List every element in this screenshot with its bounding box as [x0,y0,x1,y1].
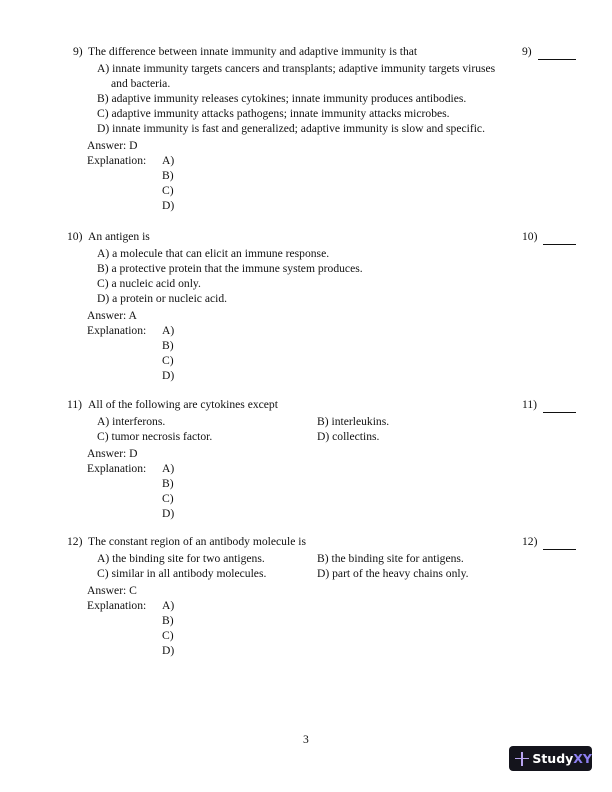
answer-blank[interactable] [538,59,576,60]
explanation-label: Explanation: [87,462,147,475]
page-number: 3 [303,733,309,746]
explanation-letter: B) [162,169,174,182]
explanation-label: Explanation: [87,324,147,337]
explanation-letter: C) [162,184,174,197]
answer-option: B) the binding site for antigens. [317,552,464,565]
answer-key: Answer: C [87,584,137,597]
explanation-letter: A) [162,324,175,337]
studyxy-logo[interactable] [509,746,592,771]
explanation-letter: D) [162,507,175,520]
answer-option: A) a molecule that can elicit an immune response. [97,247,330,260]
explanation-letter: C) [162,354,174,367]
answer-key: Answer: D [87,139,138,152]
answer-option: D) collectins. [317,430,380,443]
answer-slot-number: 10) [522,230,538,243]
answer-option: C) adaptive immunity attacks pathogens; innate immunity attacks microbes. [97,107,450,120]
explanation-label: Explanation: [87,154,147,167]
question-stem: An antigen is [88,230,150,243]
answer-option: B) adaptive immunity releases cytokines; innate immunity produces antibodies. [97,92,467,105]
explanation-letter: D) [162,644,175,657]
explanation-letter: C) [162,492,174,505]
answer-option: and bacteria. [111,77,171,90]
answer-option: C) similar in all antibody molecules. [97,567,267,580]
answer-blank[interactable] [543,244,576,245]
explanation-letter: A) [162,154,175,167]
question-number: 11) [67,398,83,411]
answer-slot-number: 12) [522,535,538,548]
answer-option: D) a protein or nucleic acid. [97,292,228,305]
answer-option: D) innate immunity is fast and generalized; adaptive immunity is slow and specific. [97,122,485,135]
question-number: 9) [73,45,83,58]
logo-text-accent: XY [573,751,592,766]
plus-icon [515,752,527,766]
answer-key: Answer: A [87,309,137,322]
answer-blank[interactable] [543,549,576,550]
question-number: 10) [67,230,83,243]
answer-key: Answer: D [87,447,138,460]
answer-slot-number: 9) [522,45,532,58]
explanation-letter: C) [162,629,174,642]
question-stem: All of the following are cytokines except [88,398,278,411]
answer-slot-number: 11) [522,398,538,411]
explanation-label: Explanation: [87,599,147,612]
explanation-letter: D) [162,199,175,212]
answer-option: C) a nucleic acid only. [97,277,201,290]
answer-option: C) tumor necrosis factor. [97,430,213,443]
logo-text: Study [532,751,574,766]
explanation-letter: A) [162,462,175,475]
answer-option: A) interferons. [97,415,166,428]
explanation-letter: A) [162,599,175,612]
answer-blank[interactable] [543,412,576,413]
question-stem: The difference between innate immunity and adaptive immunity is that [88,45,418,58]
explanation-letter: B) [162,614,174,627]
explanation-letter: B) [162,477,174,490]
explanation-letter: D) [162,369,175,382]
answer-option: B) interleukins. [317,415,390,428]
question-number: 12) [67,535,83,548]
explanation-letter: B) [162,339,174,352]
answer-option: D) part of the heavy chains only. [317,567,469,580]
question-stem: The constant region of an antibody molecule is [88,535,306,548]
answer-option: A) the binding site for two antigens. [97,552,265,565]
answer-option: B) a protective protein that the immune system produces. [97,262,363,275]
answer-option: A) innate immunity targets cancers and transplants; adaptive immunity targets viruses [97,62,496,75]
